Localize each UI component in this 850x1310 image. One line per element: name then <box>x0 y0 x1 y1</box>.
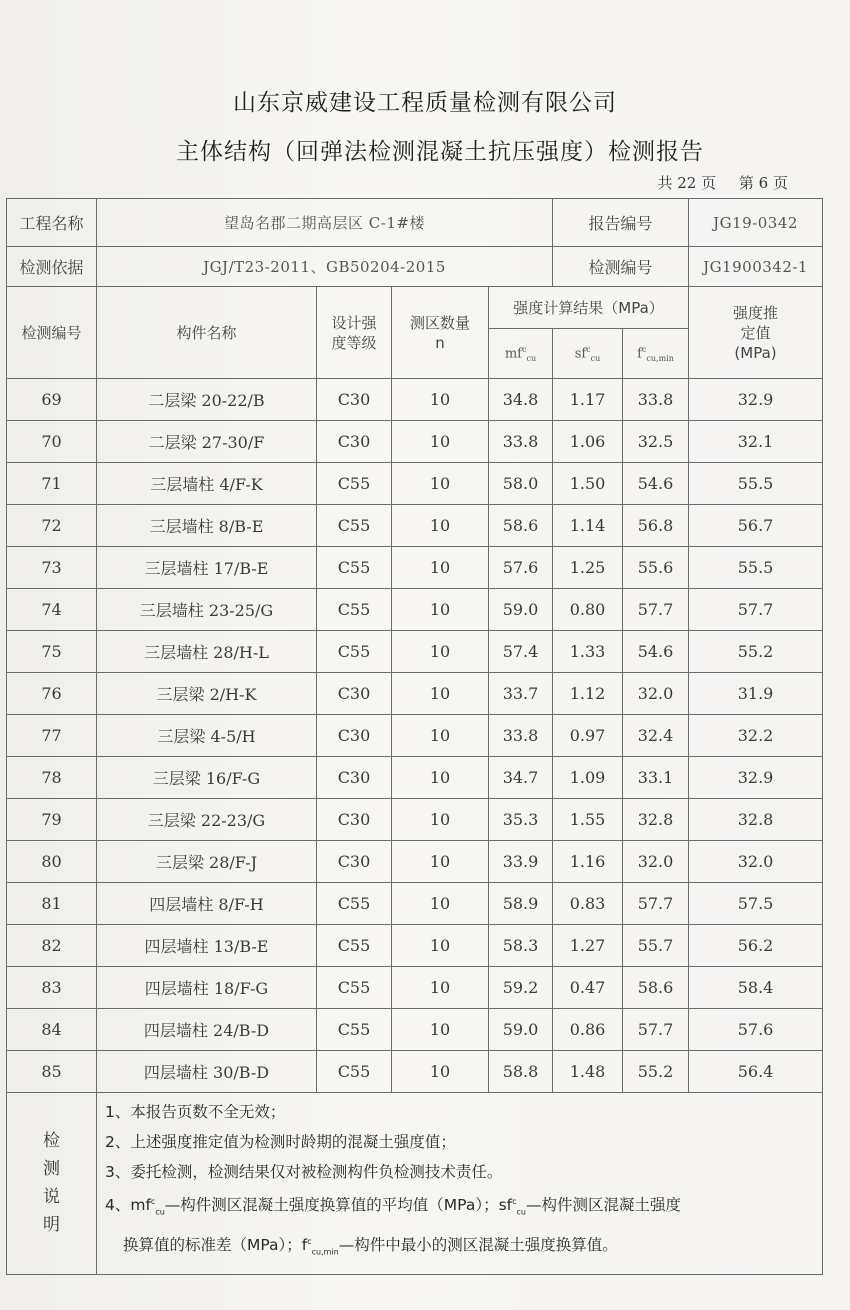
col-zones-line1: 测区数量 <box>409 313 470 332</box>
row-mf: 33.7 <box>489 673 553 715</box>
note-4-a-sup: c <box>150 1197 156 1206</box>
row-sf: 0.86 <box>553 1009 623 1051</box>
mf-sup: c <box>522 344 527 354</box>
row-fmin: 55.6 <box>623 547 689 589</box>
row-component: 四层墙柱 24/B-D <box>97 1009 317 1051</box>
row-fmin: 32.0 <box>623 841 689 883</box>
row-estimate: 55.2 <box>689 631 823 673</box>
table-row <box>7 1051 823 1093</box>
row-zones: 10 <box>392 631 489 673</box>
row-estimate: 32.2 <box>689 715 823 757</box>
row-component: 三层梁 28/F-J <box>97 841 317 883</box>
row-grade: C55 <box>317 925 392 967</box>
notes-row <box>7 1093 823 1275</box>
report-no-value: JG19-0342 <box>689 199 823 247</box>
row-sf: 1.14 <box>553 505 623 547</box>
row-mf: 58.3 <box>489 925 553 967</box>
row-component: 四层墙柱 8/F-H <box>97 883 317 925</box>
row-estimate: 56.4 <box>689 1051 823 1093</box>
row-fmin: 56.8 <box>623 505 689 547</box>
row-fmin: 33.1 <box>623 757 689 799</box>
row-grade: C55 <box>317 589 392 631</box>
note-line-5 <box>105 1227 814 1267</box>
page-total: 共 22 页 <box>657 174 717 192</box>
row-estimate: 57.5 <box>689 883 823 925</box>
row-zones: 10 <box>392 967 489 1009</box>
row-zones: 10 <box>392 505 489 547</box>
row-sf: 1.06 <box>553 421 623 463</box>
sf-symbol: sf <box>574 345 587 361</box>
table-row <box>7 757 823 799</box>
row-zones: 10 <box>392 757 489 799</box>
row-component: 四层墙柱 13/B-E <box>97 925 317 967</box>
row-mf: 33.8 <box>489 421 553 463</box>
row-grade: C55 <box>317 547 392 589</box>
row-id: 82 <box>7 925 97 967</box>
row-mf: 58.8 <box>489 1051 553 1093</box>
company-name: 山东京威建设工程质量检测有限公司 <box>233 90 617 116</box>
row-mf: 59.0 <box>489 589 553 631</box>
row-estimate: 32.9 <box>689 757 823 799</box>
row-component: 三层梁 16/F-G <box>97 757 317 799</box>
col-estimate-line3: (MPa) <box>734 343 777 362</box>
col-id-header: 检测编号 <box>7 287 97 379</box>
row-zones: 10 <box>392 547 489 589</box>
notes-label-char-4: 明 <box>43 1215 60 1236</box>
page-info <box>640 172 789 193</box>
row-estimate: 32.1 <box>689 421 823 463</box>
row-fmin: 54.6 <box>623 631 689 673</box>
note-4-b-sup: c <box>512 1197 517 1206</box>
row-zones: 10 <box>392 925 489 967</box>
row-grade: C30 <box>317 379 392 421</box>
row-component: 二层梁 27-30/F <box>97 421 317 463</box>
notes-content <box>97 1093 823 1275</box>
table-row <box>7 967 823 1009</box>
row-component: 四层墙柱 30/B-D <box>97 1051 317 1093</box>
row-fmin: 32.0 <box>623 673 689 715</box>
row-zones: 10 <box>392 715 489 757</box>
row-id: 77 <box>7 715 97 757</box>
row-id: 75 <box>7 631 97 673</box>
row-component: 二层梁 20-22/B <box>97 379 317 421</box>
fmin-symbol: f <box>637 345 642 361</box>
report-title: 主体结构（回弹法检测混凝土抗压强度）检测报告 <box>176 139 704 165</box>
table-row <box>7 505 823 547</box>
row-grade: C55 <box>317 463 392 505</box>
row-fmin: 57.7 <box>623 883 689 925</box>
row-sf: 1.25 <box>553 547 623 589</box>
info-row-project <box>7 199 823 247</box>
row-fmin: 32.4 <box>623 715 689 757</box>
note-line-2: 2、上述强度推定值为检测时龄期的混凝土强度值； <box>105 1133 456 1151</box>
table-row <box>7 883 823 925</box>
mf-sub: cu <box>526 353 537 363</box>
row-id: 76 <box>7 673 97 715</box>
row-zones: 10 <box>392 883 489 925</box>
row-id: 85 <box>7 1051 97 1093</box>
row-id: 81 <box>7 883 97 925</box>
row-id: 79 <box>7 799 97 841</box>
row-fmin: 55.2 <box>623 1051 689 1093</box>
mf-symbol: mf <box>504 345 522 361</box>
table-row <box>7 379 823 421</box>
row-sf: 1.48 <box>553 1051 623 1093</box>
row-zones: 10 <box>392 841 489 883</box>
row-fmin: 32.5 <box>623 421 689 463</box>
row-grade: C30 <box>317 799 392 841</box>
row-fmin: 55.7 <box>623 925 689 967</box>
row-grade: C55 <box>317 883 392 925</box>
row-zones: 10 <box>392 421 489 463</box>
info-row-basis <box>7 247 823 287</box>
row-sf: 0.47 <box>553 967 623 1009</box>
basis-value: JGJ/T23-2011、GB50204-2015 <box>97 247 553 287</box>
row-estimate: 55.5 <box>689 463 823 505</box>
row-mf: 57.6 <box>489 547 553 589</box>
row-mf: 33.8 <box>489 715 553 757</box>
col-grade-line1: 设计强 <box>331 313 377 332</box>
project-label: 工程名称 <box>7 199 97 247</box>
row-grade: C30 <box>317 757 392 799</box>
row-grade: C55 <box>317 1009 392 1051</box>
row-mf: 35.3 <box>489 799 553 841</box>
table-row <box>7 547 823 589</box>
row-component: 三层梁 2/H-K <box>97 673 317 715</box>
note-5-a-sub: cu,min <box>311 1247 339 1257</box>
col-estimate-header <box>689 287 823 379</box>
report-no-label: 报告编号 <box>553 199 689 247</box>
row-fmin: 54.6 <box>623 463 689 505</box>
table-row <box>7 841 823 883</box>
col-calc-header: 强度计算结果（MPa） <box>489 287 689 329</box>
note-4-b-sub: cu <box>516 1207 526 1217</box>
fmin-sub: cu,min <box>646 353 674 363</box>
row-zones: 10 <box>392 1009 489 1051</box>
row-mf: 33.9 <box>489 841 553 883</box>
table-row <box>7 925 823 967</box>
row-id: 73 <box>7 547 97 589</box>
notes-label-char-3: 说 <box>43 1187 60 1208</box>
col-grade-line2: 度等级 <box>331 333 377 352</box>
test-no-label: 检测编号 <box>553 247 689 287</box>
row-mf: 59.2 <box>489 967 553 1009</box>
row-grade: C55 <box>317 967 392 1009</box>
row-id: 71 <box>7 463 97 505</box>
note-4-part-a: 4、mf <box>105 1196 151 1215</box>
row-sf: 1.16 <box>553 841 623 883</box>
row-fmin: 58.6 <box>623 967 689 1009</box>
note-5-a-sup: c <box>307 1237 312 1247</box>
note-4-part-b: —构件测区混凝土强度换算值的平均值（MPa）；sf <box>164 1196 513 1215</box>
row-component: 四层墙柱 18/F-G <box>97 967 317 1009</box>
row-component: 三层梁 4-5/H <box>97 715 317 757</box>
row-zones: 10 <box>392 1051 489 1093</box>
row-mf: 59.0 <box>489 1009 553 1051</box>
col-fmin-header <box>623 329 689 379</box>
row-id: 78 <box>7 757 97 799</box>
sf-sub: cu <box>590 353 601 363</box>
row-fmin: 57.7 <box>623 1009 689 1051</box>
row-zones: 10 <box>392 463 489 505</box>
row-grade: C30 <box>317 841 392 883</box>
row-mf: 58.9 <box>489 883 553 925</box>
table-row <box>7 715 823 757</box>
row-estimate: 56.7 <box>689 505 823 547</box>
col-sf-header <box>553 329 623 379</box>
row-estimate: 58.4 <box>689 967 823 1009</box>
row-mf: 58.6 <box>489 505 553 547</box>
row-id: 72 <box>7 505 97 547</box>
row-grade: C30 <box>317 421 392 463</box>
row-mf: 34.7 <box>489 757 553 799</box>
note-5-part-a: 换算值的标准差（MPa）；f <box>123 1236 308 1255</box>
fmin-sup: c <box>641 344 647 354</box>
table-row <box>7 589 823 631</box>
row-component: 三层墙柱 8/B-E <box>97 505 317 547</box>
row-estimate: 57.7 <box>689 589 823 631</box>
note-4-part-c: —构件测区混凝土强度 <box>525 1196 681 1215</box>
row-component: 三层梁 22-23/G <box>97 799 317 841</box>
row-zones: 10 <box>392 799 489 841</box>
row-sf: 1.09 <box>553 757 623 799</box>
row-component: 三层墙柱 17/B-E <box>97 547 317 589</box>
table-row <box>7 631 823 673</box>
row-estimate: 56.2 <box>689 925 823 967</box>
col-mf-header <box>489 329 553 379</box>
table-row <box>7 421 823 463</box>
col-zones-header <box>392 287 489 379</box>
row-grade: C30 <box>317 715 392 757</box>
note-line-3: 3、委托检测，检测结果仅对被检测构件负检测技术责任。 <box>105 1163 503 1181</box>
notes-label-char-2: 测 <box>43 1159 60 1180</box>
row-id: 84 <box>7 1009 97 1051</box>
row-id: 80 <box>7 841 97 883</box>
row-component: 三层墙柱 23-25/G <box>97 589 317 631</box>
project-value: 望岛名郡二期高层区 C-1#楼 <box>97 199 553 247</box>
row-sf: 1.55 <box>553 799 623 841</box>
row-mf: 58.0 <box>489 463 553 505</box>
row-id: 83 <box>7 967 97 1009</box>
row-fmin: 33.8 <box>623 379 689 421</box>
table-row <box>7 463 823 505</box>
basis-label: 检测依据 <box>7 247 97 287</box>
row-estimate: 31.9 <box>689 673 823 715</box>
note-line-4 <box>105 1187 814 1227</box>
row-grade: C55 <box>317 505 392 547</box>
notes-label <box>7 1093 97 1275</box>
row-grade: C30 <box>317 673 392 715</box>
row-sf: 1.17 <box>553 379 623 421</box>
col-grade-header <box>317 287 392 379</box>
note-4-a-sub: cu <box>155 1207 165 1217</box>
row-component: 三层墙柱 4/F-K <box>97 463 317 505</box>
row-sf: 0.80 <box>553 589 623 631</box>
row-fmin: 32.8 <box>623 799 689 841</box>
col-zones-line2: n <box>435 333 445 352</box>
row-zones: 10 <box>392 379 489 421</box>
table-row <box>7 1009 823 1051</box>
column-header-row <box>7 287 823 329</box>
col-estimate-line2: 定值 <box>740 323 771 342</box>
row-sf: 1.12 <box>553 673 623 715</box>
col-estimate-line1: 强度推 <box>733 303 779 322</box>
row-sf: 1.50 <box>553 463 623 505</box>
row-estimate: 32.9 <box>689 379 823 421</box>
row-zones: 10 <box>392 589 489 631</box>
row-estimate: 55.5 <box>689 547 823 589</box>
row-grade: C55 <box>317 1051 392 1093</box>
table-row <box>7 673 823 715</box>
row-component: 三层墙柱 28/H-L <box>97 631 317 673</box>
row-id: 70 <box>7 421 97 463</box>
row-estimate: 32.8 <box>689 799 823 841</box>
page-current: 第 6 页 <box>738 174 788 192</box>
row-id: 74 <box>7 589 97 631</box>
col-component-header: 构件名称 <box>97 287 317 379</box>
row-id: 69 <box>7 379 97 421</box>
table-row <box>7 799 823 841</box>
row-estimate: 32.0 <box>689 841 823 883</box>
row-sf: 0.97 <box>553 715 623 757</box>
row-fmin: 57.7 <box>623 589 689 631</box>
row-estimate: 57.6 <box>689 1009 823 1051</box>
row-mf: 34.8 <box>489 379 553 421</box>
row-sf: 1.27 <box>553 925 623 967</box>
row-zones: 10 <box>392 673 489 715</box>
sf-sup: c <box>586 344 591 354</box>
notes-label-char-1: 检 <box>43 1131 60 1152</box>
report-table <box>6 198 823 1275</box>
test-no-value: JG1900342-1 <box>689 247 823 287</box>
row-mf: 57.4 <box>489 631 553 673</box>
note-line-1: 1、本报告页数不全无效； <box>105 1103 286 1121</box>
row-sf: 0.83 <box>553 883 623 925</box>
note-5-part-b: —构件中最小的测区混凝土强度换算值。 <box>338 1236 618 1255</box>
row-sf: 1.33 <box>553 631 623 673</box>
row-grade: C55 <box>317 631 392 673</box>
